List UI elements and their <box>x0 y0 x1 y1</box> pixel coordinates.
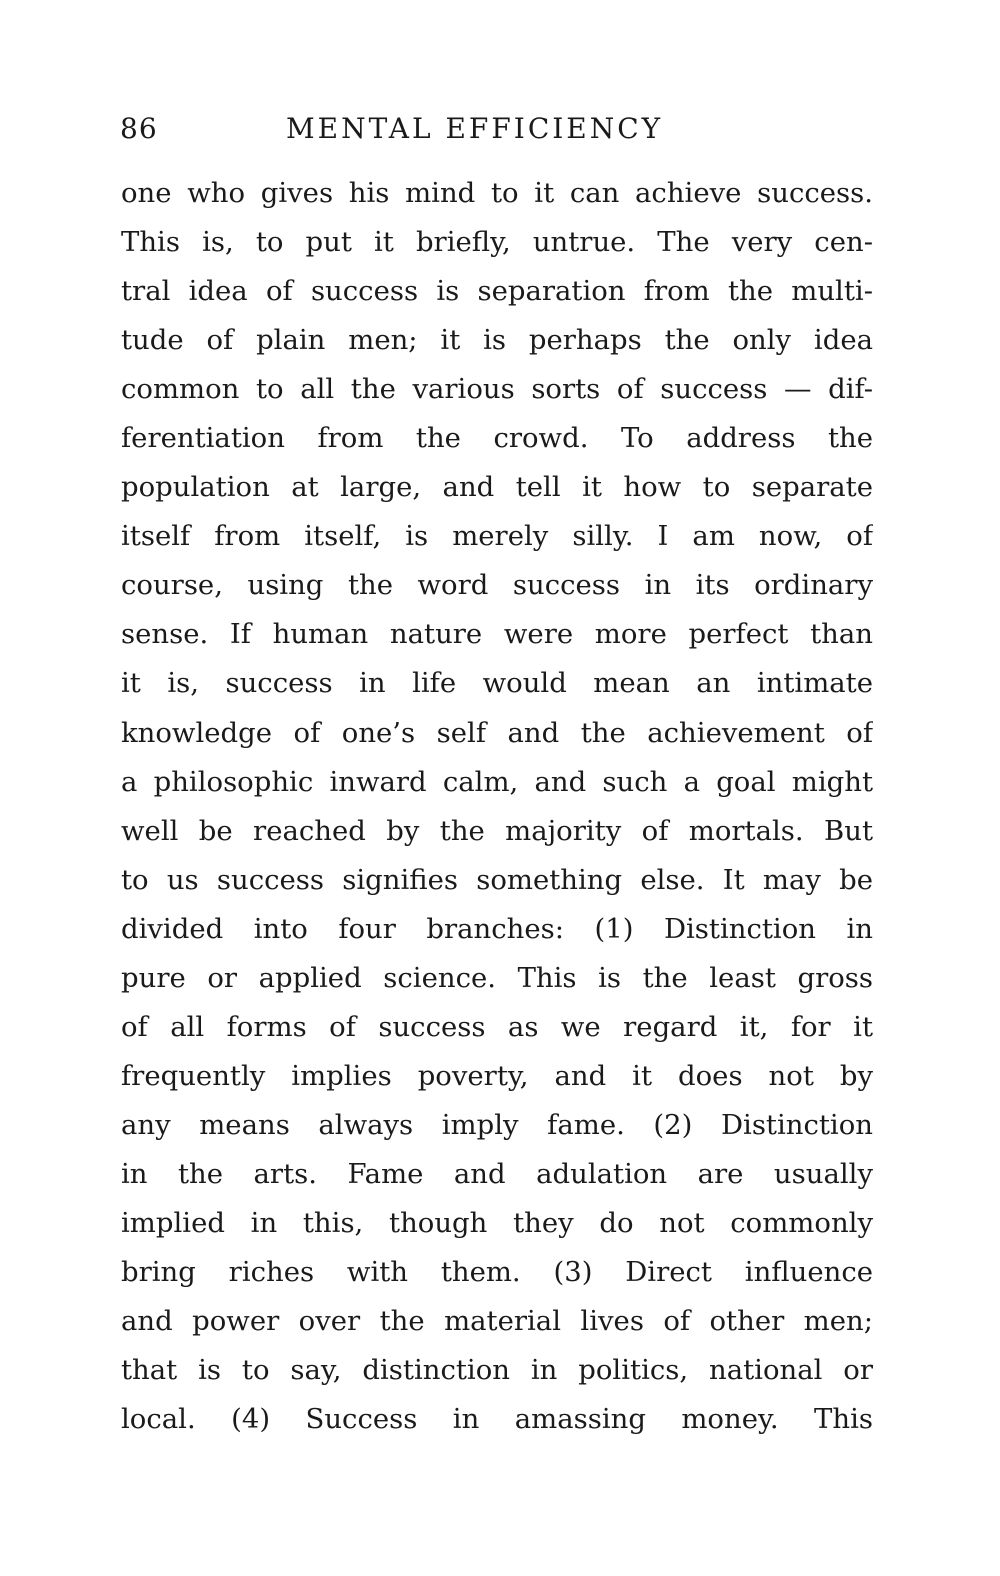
text-line: tude of plain men; it is perhaps the only idea <box>121 324 873 357</box>
text-line: and power over the material lives of other men; <box>121 1305 873 1338</box>
running-head <box>120 112 880 152</box>
text-line: implied in this, though they do not commonly <box>121 1206 873 1239</box>
text-line: any means always imply fame. (2) Distinction <box>121 1108 873 1141</box>
text-line: ferentiation from the crowd. To address the <box>121 422 873 455</box>
text-line: tral idea of success is separation from the multi- <box>121 275 873 308</box>
text-line: that is to say, distinction in politics, national or <box>121 1354 873 1387</box>
text-line: of all forms of success as we regard it, for it <box>121 1010 873 1043</box>
text-line: itself from itself, is merely silly. I am now, of <box>121 520 873 553</box>
text-line: pure or applied science. This is the least gross <box>121 961 873 994</box>
text-line: to us success signifies something else. It may be <box>121 863 873 896</box>
text-line: frequently implies poverty, and it does not by <box>121 1059 873 1092</box>
text-line: divided into four branches: (1) Distinction in <box>121 912 873 945</box>
body-text <box>121 169 873 1444</box>
text-line: population at large, and tell it how to separate <box>121 471 873 504</box>
text-line: common to all the various sorts of success — dif- <box>121 373 873 406</box>
text-line: in the arts. Fame and adulation are usually <box>121 1157 873 1190</box>
text-line: knowledge of one’s self and the achievement of <box>121 716 873 749</box>
text-line: it is, success in life would mean an intimate <box>121 667 873 700</box>
text-line: course, using the word success in its ordinary <box>121 569 873 602</box>
page-number: 86 <box>120 112 158 145</box>
text-line: bring riches with them. (3) Direct influence <box>121 1256 873 1289</box>
text-line: This is, to put it briefly, untrue. The very cen- <box>121 226 873 259</box>
running-title: MENTAL EFFICIENCY <box>286 112 664 145</box>
text-line: well be reached by the majority of mortals. But <box>121 814 873 847</box>
text-line: one who gives his mind to it can achieve success. <box>121 177 873 209</box>
text-line: a philosophic inward calm, and such a goal might <box>121 765 873 798</box>
text-line: local. (4) Success in amassing money. This <box>121 1403 873 1436</box>
text-line: sense. If human nature were more perfect than <box>121 618 873 651</box>
